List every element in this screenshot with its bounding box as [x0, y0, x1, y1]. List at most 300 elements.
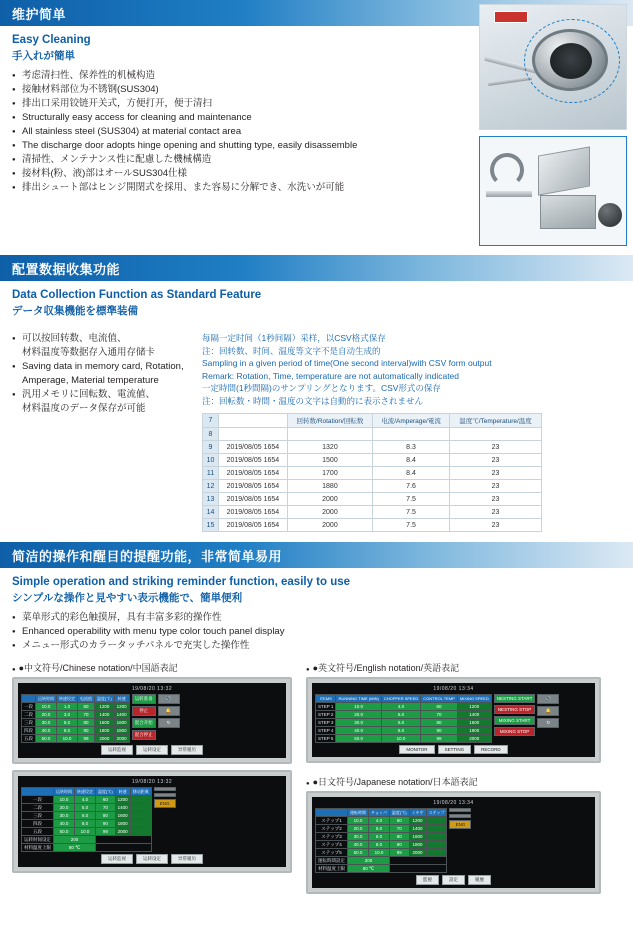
hmi-value[interactable]: 5.0 [57, 719, 78, 727]
hmi-value[interactable]: 1600 [95, 719, 115, 727]
hmi-value[interactable]: 50.0 [36, 735, 57, 743]
tab-alarm-history[interactable]: 异常履历 [171, 854, 203, 864]
hmi-value[interactable]: 1400 [457, 711, 491, 719]
hmi-button-mix-stop[interactable]: 混合停止 [132, 730, 156, 740]
hmi-col-temp: CONTROL TEMP [421, 695, 458, 703]
tab-setting[interactable]: SETTING [438, 745, 472, 754]
row-number: 10 [203, 454, 219, 467]
hmi-row [316, 833, 447, 841]
hmi-step-label: STEP 4 [316, 727, 336, 735]
hmi-value[interactable] [426, 833, 447, 841]
hmi-side-buttons [154, 787, 176, 852]
cell-temperature: 23 [450, 506, 542, 519]
hmi-col-distance: 移动距离 [130, 788, 151, 796]
list-item: ● 接材料(粉、液)部はオールSUS304仕様 [12, 167, 408, 181]
bell-icon[interactable]: 🔔 [537, 706, 559, 716]
hmi-blank-cell [96, 844, 152, 852]
hmi-extra-value[interactable]: 200 [348, 857, 390, 865]
hmi-blank-cell [389, 857, 447, 865]
hmi-content [315, 808, 592, 873]
hmi-screen[interactable] [312, 797, 595, 888]
note-line: Remark: Rotation, Time, temperature are not automatically indicated [202, 370, 460, 381]
hmi-col-speedset: 转速设定 [57, 695, 78, 703]
hmi-extra-value[interactable]: 200 [54, 836, 96, 844]
hmi-panels [0, 655, 633, 900]
heading-en-1: Easy Cleaning [12, 34, 91, 46]
photo-part-blade [538, 146, 590, 195]
hmi-row [22, 828, 152, 836]
refresh-icon[interactable]: ↻ [158, 718, 180, 728]
hmi-value[interactable] [426, 841, 447, 849]
hmi-col-speed: 转速 [115, 788, 130, 796]
hmi-timestamp: 19/08/20 13:34 [433, 800, 474, 806]
hmi-value[interactable]: 10.0 [336, 703, 381, 711]
hmi-step-label: 四段 [22, 820, 54, 828]
list-item: ● 接触材料部位为不锈钢(SUS304) [12, 83, 408, 97]
hmi-step-label: 三段 [22, 812, 54, 820]
section-header-bar-3 [0, 542, 633, 568]
hmi-value[interactable] [130, 812, 151, 820]
hmi-step-label: ステップ5 [316, 849, 348, 857]
hmi-value[interactable]: 10.0 [381, 735, 420, 743]
hmi-value[interactable]: 1200 [115, 796, 130, 804]
hmi-button-nesting-stop[interactable]: NESTING STOP [494, 705, 536, 714]
hmi-col-mixing: MIXING SPEED [457, 695, 491, 703]
hmi-step-label: ステップ3 [316, 833, 348, 841]
caption-japanese: ● ●日文符号/Japanese notation/日本語表記 [306, 775, 601, 788]
hmi-value[interactable]: 2000 [95, 735, 115, 743]
section-2-bullets [12, 332, 202, 532]
hmi-button-nesting-start[interactable]: NESTING START [494, 694, 536, 703]
refresh-icon[interactable]: ↻ [537, 718, 559, 728]
hmi-col-runtime: 運転時間 [348, 809, 369, 817]
hmi-col-temp: 温度(℃) [389, 809, 409, 817]
hmi-value[interactable]: 40.0 [348, 841, 369, 849]
list-item: ● 排出口采用铰链开关式，方便打开，便于清扫 [12, 97, 408, 111]
hmi-button-mixing-stop[interactable]: MIXING STOP [494, 727, 536, 736]
hmi-value[interactable]: 3.0 [57, 711, 78, 719]
cell-date: 2019/08/05 1654 [219, 454, 288, 467]
section-2-body [0, 324, 633, 542]
hmi-row [22, 703, 130, 711]
hmi-value[interactable]: 40.0 [54, 820, 75, 828]
hmi-value[interactable]: 99 [389, 849, 409, 857]
table-row [203, 454, 542, 467]
hmi-value[interactable]: 2000 [114, 735, 129, 743]
tab-monitor[interactable]: MONITOR [399, 745, 434, 754]
tab-monitor[interactable]: 运转监视 [101, 854, 133, 864]
hmi-value[interactable]: 1200 [95, 703, 115, 711]
hmi-col-runtime: RUNNING TIME (MIN) [336, 695, 381, 703]
cell-date: 2019/08/05 1654 [219, 519, 288, 532]
hmi-step-label: STEP 3 [316, 719, 336, 727]
hmi-value[interactable]: 1800 [457, 727, 491, 735]
hmi-value[interactable]: 70 [421, 711, 458, 719]
hmi-value[interactable]: 99 [96, 828, 116, 836]
photo-highlight-circle [524, 19, 620, 103]
hmi-value[interactable]: 10.0 [348, 817, 369, 825]
tab-history[interactable]: 履歴 [468, 875, 491, 885]
hmi-temp-label: 材料温度上限 [316, 865, 348, 873]
hmi-button-eng[interactable]: ENG [154, 799, 176, 808]
hmi-value[interactable]: 30.0 [348, 833, 369, 841]
hmi-value[interactable] [130, 820, 151, 828]
row-number: 8 [203, 428, 219, 441]
hmi-panel-chinese-2[interactable] [12, 770, 292, 873]
hmi-row [22, 812, 152, 820]
list-item: ● 清掃性、メンテナンス性に配慮した機械構造 [12, 153, 408, 167]
hmi-value[interactable]: 10.0 [369, 849, 390, 857]
bullet-list-3 [12, 611, 621, 653]
bullet-list-2 [12, 332, 196, 416]
hmi-value[interactable]: 6.0 [369, 833, 390, 841]
hmi-step-label: 二段 [22, 804, 54, 812]
tab-monitor[interactable]: 运转监视 [101, 745, 133, 755]
row-number: 14 [203, 506, 219, 519]
hmi-value[interactable]: 70 [78, 711, 95, 719]
hmi-button-stop[interactable]: 停止 [132, 706, 156, 716]
hmi-col-runtime: 运转时间 [54, 788, 75, 796]
photo-part-ring [490, 153, 524, 187]
hmi-value[interactable]: 6.0 [381, 719, 420, 727]
tab-monitor[interactable]: 監視 [416, 875, 439, 885]
hmi-button-blank-2[interactable] [154, 793, 176, 797]
hmi-col-blank [316, 809, 348, 817]
hmi-button-mix-start[interactable]: 混合开始 [132, 718, 156, 728]
hmi-value[interactable]: 80 [421, 719, 458, 727]
hmi-value[interactable]: 1800 [115, 820, 130, 828]
hmi-value[interactable]: 5.0 [75, 804, 96, 812]
cell-temperature: 23 [450, 454, 542, 467]
hmi-value[interactable]: 90 [96, 820, 116, 828]
hmi-col-chopper: チョッパ [369, 809, 390, 817]
table-row [203, 519, 542, 532]
hmi-value[interactable]: 80 [78, 719, 95, 727]
hmi-step-label: 四段 [22, 727, 36, 735]
cell-amperage: 8.4 [373, 454, 450, 467]
hmi-temp-value[interactable]: 80 ℃ [348, 865, 390, 873]
hmi-value[interactable] [426, 825, 447, 833]
hmi-header-row [22, 695, 130, 703]
heading-jp-2: データ収集機能を標準装備 [12, 305, 138, 317]
hmi-col-temp: 温度(℃) [96, 788, 116, 796]
hmi-button-blank-1[interactable] [449, 808, 471, 812]
cell-rotation [287, 428, 372, 441]
hmi-value[interactable]: 8.0 [381, 727, 420, 735]
hmi-side-buttons [494, 694, 536, 743]
hmi-value[interactable]: 1200 [114, 703, 129, 711]
cell-temperature: 23 [450, 480, 542, 493]
hmi-extra-label: 运转时间设定 [22, 836, 54, 844]
hmi-screen[interactable] [18, 683, 286, 758]
hmi-value[interactable]: 90 [389, 841, 409, 849]
table-row [203, 493, 542, 506]
hmi-value[interactable]: 60 [389, 817, 409, 825]
hmi-value[interactable]: 8.0 [75, 820, 96, 828]
section-data-collection [0, 255, 633, 542]
hmi-step-label: 一段 [22, 796, 54, 804]
bell-icon[interactable]: 🔔 [158, 706, 180, 716]
hmi-step-label: ステップ4 [316, 841, 348, 849]
hmi-col-step: ステップ [426, 809, 447, 817]
hmi-side-buttons [132, 694, 156, 743]
hmi-screen[interactable] [18, 776, 286, 867]
hmi-value[interactable]: 5.0 [369, 825, 390, 833]
hmi-col-speed: 转速 [114, 695, 129, 703]
hmi-value[interactable]: 1600 [115, 812, 130, 820]
hmi-value[interactable]: 99 [78, 735, 95, 743]
photo-disassembled-parts [479, 136, 627, 246]
hmi-value[interactable]: 1600 [114, 719, 129, 727]
hmi-value[interactable] [130, 828, 151, 836]
hmi-value[interactable] [130, 796, 151, 804]
hmi-value[interactable]: 2000 [457, 735, 491, 743]
hmi-settings-table[interactable] [21, 787, 152, 852]
hmi-value[interactable]: 40.0 [36, 727, 57, 735]
hmi-col-blank [22, 695, 36, 703]
row-number: 7 [203, 414, 219, 428]
row-number: 12 [203, 480, 219, 493]
speaker-icon[interactable]: 🔊 [537, 694, 559, 704]
hmi-value[interactable]: 50.0 [336, 735, 381, 743]
hmi-value[interactable]: 90 [421, 727, 458, 735]
hmi-panel-row [12, 659, 621, 894]
hmi-content [315, 694, 592, 743]
hmi-button-ready[interactable]: 运转准备 [132, 694, 156, 704]
hmi-content [21, 694, 283, 743]
list-item: ● Enhanced operability with menu type color touch panel display [12, 625, 621, 639]
hmi-value[interactable]: 6.0 [75, 812, 96, 820]
hmi-value[interactable]: 5.0 [381, 711, 420, 719]
list-item: ● All stainless steel (SUS304) at material contact area [12, 125, 408, 139]
hmi-step-label: STEP 5 [316, 735, 336, 743]
hmi-value[interactable]: 60 [96, 796, 116, 804]
hmi-panel-english[interactable] [306, 677, 601, 763]
section-easy-cleaning [0, 0, 633, 255]
heading-jp-1: 手入れが簡単 [12, 50, 75, 62]
hmi-value[interactable]: 60 [421, 703, 458, 711]
hmi-header-row [316, 695, 492, 703]
hmi-settings-table[interactable] [315, 808, 447, 873]
photo-part-ball [598, 203, 622, 227]
cell-amperage: 7.5 [373, 506, 450, 519]
hmi-value[interactable]: 1800 [95, 727, 115, 735]
hmi-row [22, 820, 152, 828]
hmi-timestamp: 19/08/20 13:32 [131, 779, 173, 785]
hmi-value[interactable]: 70 [389, 825, 409, 833]
hmi-value[interactable]: 4.0 [369, 817, 390, 825]
table-row [203, 467, 542, 480]
hmi-button-eng[interactable]: ENG [449, 820, 471, 829]
tab-record[interactable]: RECORD [474, 745, 508, 754]
cell-date [219, 414, 288, 428]
heading-en-3: Simple operation and striking reminder function, easily to use [12, 576, 351, 588]
hmi-col-items: ITEMS [316, 695, 336, 703]
cell-rotation: 2000 [287, 506, 372, 519]
section-title-2: 配置数据收集功能 [12, 261, 121, 277]
hmi-temp-value[interactable]: 80 ℃ [54, 844, 96, 852]
hmi-value[interactable]: 90 [78, 727, 95, 735]
hmi-value[interactable] [426, 849, 447, 857]
list-item: ● 菜单形式的彩色触摸屏，具有丰富多彩的操作性 [12, 611, 621, 625]
col-header-rotation: 回转数/Rotation/回転数 [287, 414, 372, 428]
cell-amperage: 8.3 [373, 441, 450, 454]
hmi-col-blank [22, 788, 54, 796]
hmi-step-label: STEP 1 [316, 703, 336, 711]
cell-temperature: 23 [450, 467, 542, 480]
list-item: ● 排出シュート部はヒンジ開閉式を採用、また容易に分解でき、水洗いが可能 [12, 181, 408, 195]
hmi-value[interactable]: 10.0 [75, 828, 96, 836]
data-collection-table [202, 413, 542, 532]
note-line: 一定時間(1秒間隔)のサンプリングとなります。CSV形式の保存 [202, 383, 441, 393]
hmi-value[interactable]: 1800 [409, 841, 426, 849]
photo-part-plate [540, 195, 596, 229]
hmi-settings-table[interactable] [315, 694, 492, 743]
table-row [203, 480, 542, 493]
hmi-row-runtime-setting [316, 857, 447, 865]
hmi-value[interactable]: 20.0 [348, 825, 369, 833]
hmi-header-row [316, 809, 447, 817]
hmi-column-chinese [12, 659, 292, 894]
hmi-row [316, 841, 447, 849]
hmi-value[interactable]: 8.0 [369, 841, 390, 849]
hmi-timestamp: 19/08/20 13:32 [131, 686, 173, 692]
hmi-row [22, 804, 152, 812]
table-header-row [203, 414, 542, 428]
list-item: 材料温度のデータ保存が可能 [22, 403, 146, 414]
cell-amperage: 8.4 [373, 467, 450, 480]
tab-setting[interactable]: 运转设定 [136, 854, 168, 864]
cell-temperature: 23 [450, 493, 542, 506]
cell-rotation: 2000 [287, 493, 372, 506]
cell-date [219, 428, 288, 441]
hmi-value[interactable] [130, 804, 151, 812]
hmi-header-row [22, 788, 152, 796]
hmi-step-label: 一段 [22, 703, 36, 711]
photo-warning-label [494, 11, 528, 23]
hmi-step-label: 二段 [22, 711, 36, 719]
hmi-value[interactable]: 30.0 [54, 812, 75, 820]
tab-setting[interactable]: 运转设定 [136, 745, 168, 755]
hmi-row [316, 849, 447, 857]
hmi-blank-cell [389, 865, 447, 873]
section-title-3: 简洁的操作和醒目的提醒功能，非常简单易用 [12, 548, 283, 564]
row-number: 9 [203, 441, 219, 454]
hmi-value[interactable]: 20.0 [336, 711, 381, 719]
hmi-screen[interactable] [312, 683, 595, 757]
cell-rotation: 1700 [287, 467, 372, 480]
hmi-value[interactable]: 10.0 [54, 796, 75, 804]
table-row [203, 506, 542, 519]
hmi-value[interactable]: 30.0 [36, 719, 57, 727]
hmi-value[interactable]: 1600 [409, 833, 426, 841]
hmi-temp-label: 材料温度上限 [22, 844, 54, 852]
hmi-value[interactable]: 10.0 [36, 703, 57, 711]
hmi-row-temp-limit [22, 844, 152, 852]
hmi-icon-buttons [158, 694, 180, 743]
hmi-value[interactable]: 10.0 [57, 735, 78, 743]
hmi-value[interactable]: 8.0 [57, 727, 78, 735]
hmi-value[interactable] [426, 817, 447, 825]
hmi-value[interactable]: 70 [96, 804, 116, 812]
speaker-icon[interactable]: 🔊 [158, 694, 180, 704]
list-item: ● The discharge door adopts hinge opening and shutting type, easily disassemble [12, 139, 408, 153]
hmi-col-current: 电流值 [78, 695, 95, 703]
hmi-col-runtime: 运转时间 [36, 695, 57, 703]
list-item: ● 可以按回转数、电流值、 [12, 332, 196, 346]
hmi-value[interactable]: 1400 [114, 711, 129, 719]
hmi-value[interactable]: 1.0 [57, 703, 78, 711]
hmi-value[interactable]: 1200 [457, 703, 491, 711]
tab-alarm-history[interactable]: 异常履历 [171, 745, 203, 755]
hmi-value[interactable]: 2000 [409, 849, 426, 857]
cell-amperage: 7.6 [373, 480, 450, 493]
hmi-value[interactable]: 4.0 [75, 796, 96, 804]
hmi-value[interactable]: 50.0 [54, 828, 75, 836]
hmi-row [316, 727, 492, 735]
hmi-value[interactable]: 1400 [95, 711, 115, 719]
hmi-col-mixer: ミキサ [409, 809, 426, 817]
photo-part-shaft [486, 191, 532, 197]
col-header-amperage: 电流/Amperage/電流 [373, 414, 450, 428]
hmi-row [22, 735, 130, 743]
hmi-button-blank-1[interactable] [154, 787, 176, 791]
hmi-extra-label: 運転時間設定 [316, 857, 348, 865]
cell-amperage: 7.5 [373, 493, 450, 506]
hmi-settings-table[interactable] [21, 694, 130, 743]
tab-setting[interactable]: 設定 [442, 875, 465, 885]
hmi-step-label: STEP 2 [316, 711, 336, 719]
hmi-value[interactable]: 50.0 [348, 849, 369, 857]
hmi-side-buttons [449, 808, 471, 873]
hmi-tabs [315, 745, 592, 754]
hmi-value[interactable]: 1800 [114, 727, 129, 735]
hmi-value[interactable]: 20.0 [54, 804, 75, 812]
hmi-panel-chinese-1[interactable] [12, 677, 292, 764]
hmi-col-speedset: 转速设定 [75, 788, 96, 796]
hmi-value[interactable]: 1200 [409, 817, 426, 825]
section-header-bar-2 [0, 255, 633, 281]
cell-date: 2019/08/05 1654 [219, 480, 288, 493]
hmi-value[interactable]: 80 [96, 812, 116, 820]
caption-chinese: ● ●中文符号/Chinese notation/中国語表記 [12, 661, 292, 674]
hmi-value[interactable]: 40.0 [336, 727, 381, 735]
hmi-row [22, 727, 130, 735]
hmi-value[interactable]: 1400 [409, 825, 426, 833]
cell-rotation: 1320 [287, 441, 372, 454]
hmi-value[interactable]: 1600 [457, 719, 491, 727]
heading-en-2: Data Collection Function as Standard Feature [12, 289, 262, 301]
hmi-panel-japanese[interactable] [306, 791, 601, 894]
hmi-button-blank-2[interactable] [449, 814, 471, 818]
hmi-button-mixing-start[interactable]: MIXING START [494, 716, 536, 725]
hmi-row [22, 796, 152, 804]
hmi-value[interactable]: 4.0 [381, 703, 420, 711]
photo-arm-lower [488, 76, 532, 86]
hmi-value[interactable]: 1400 [115, 804, 130, 812]
hmi-value[interactable]: 20.0 [36, 711, 57, 719]
hmi-value[interactable]: 30.0 [336, 719, 381, 727]
hmi-value[interactable]: 60 [78, 703, 95, 711]
hmi-row [316, 735, 492, 743]
hmi-value[interactable]: 80 [389, 833, 409, 841]
list-item: ● メニュー形式のカラータッチパネルで充実した操作性 [12, 639, 621, 653]
hmi-blank-cell [96, 836, 152, 844]
hmi-value[interactable]: 2000 [115, 828, 130, 836]
cell-amperage [373, 428, 450, 441]
photo-machine-drum [479, 4, 627, 130]
hmi-value[interactable]: 99 [421, 735, 458, 743]
